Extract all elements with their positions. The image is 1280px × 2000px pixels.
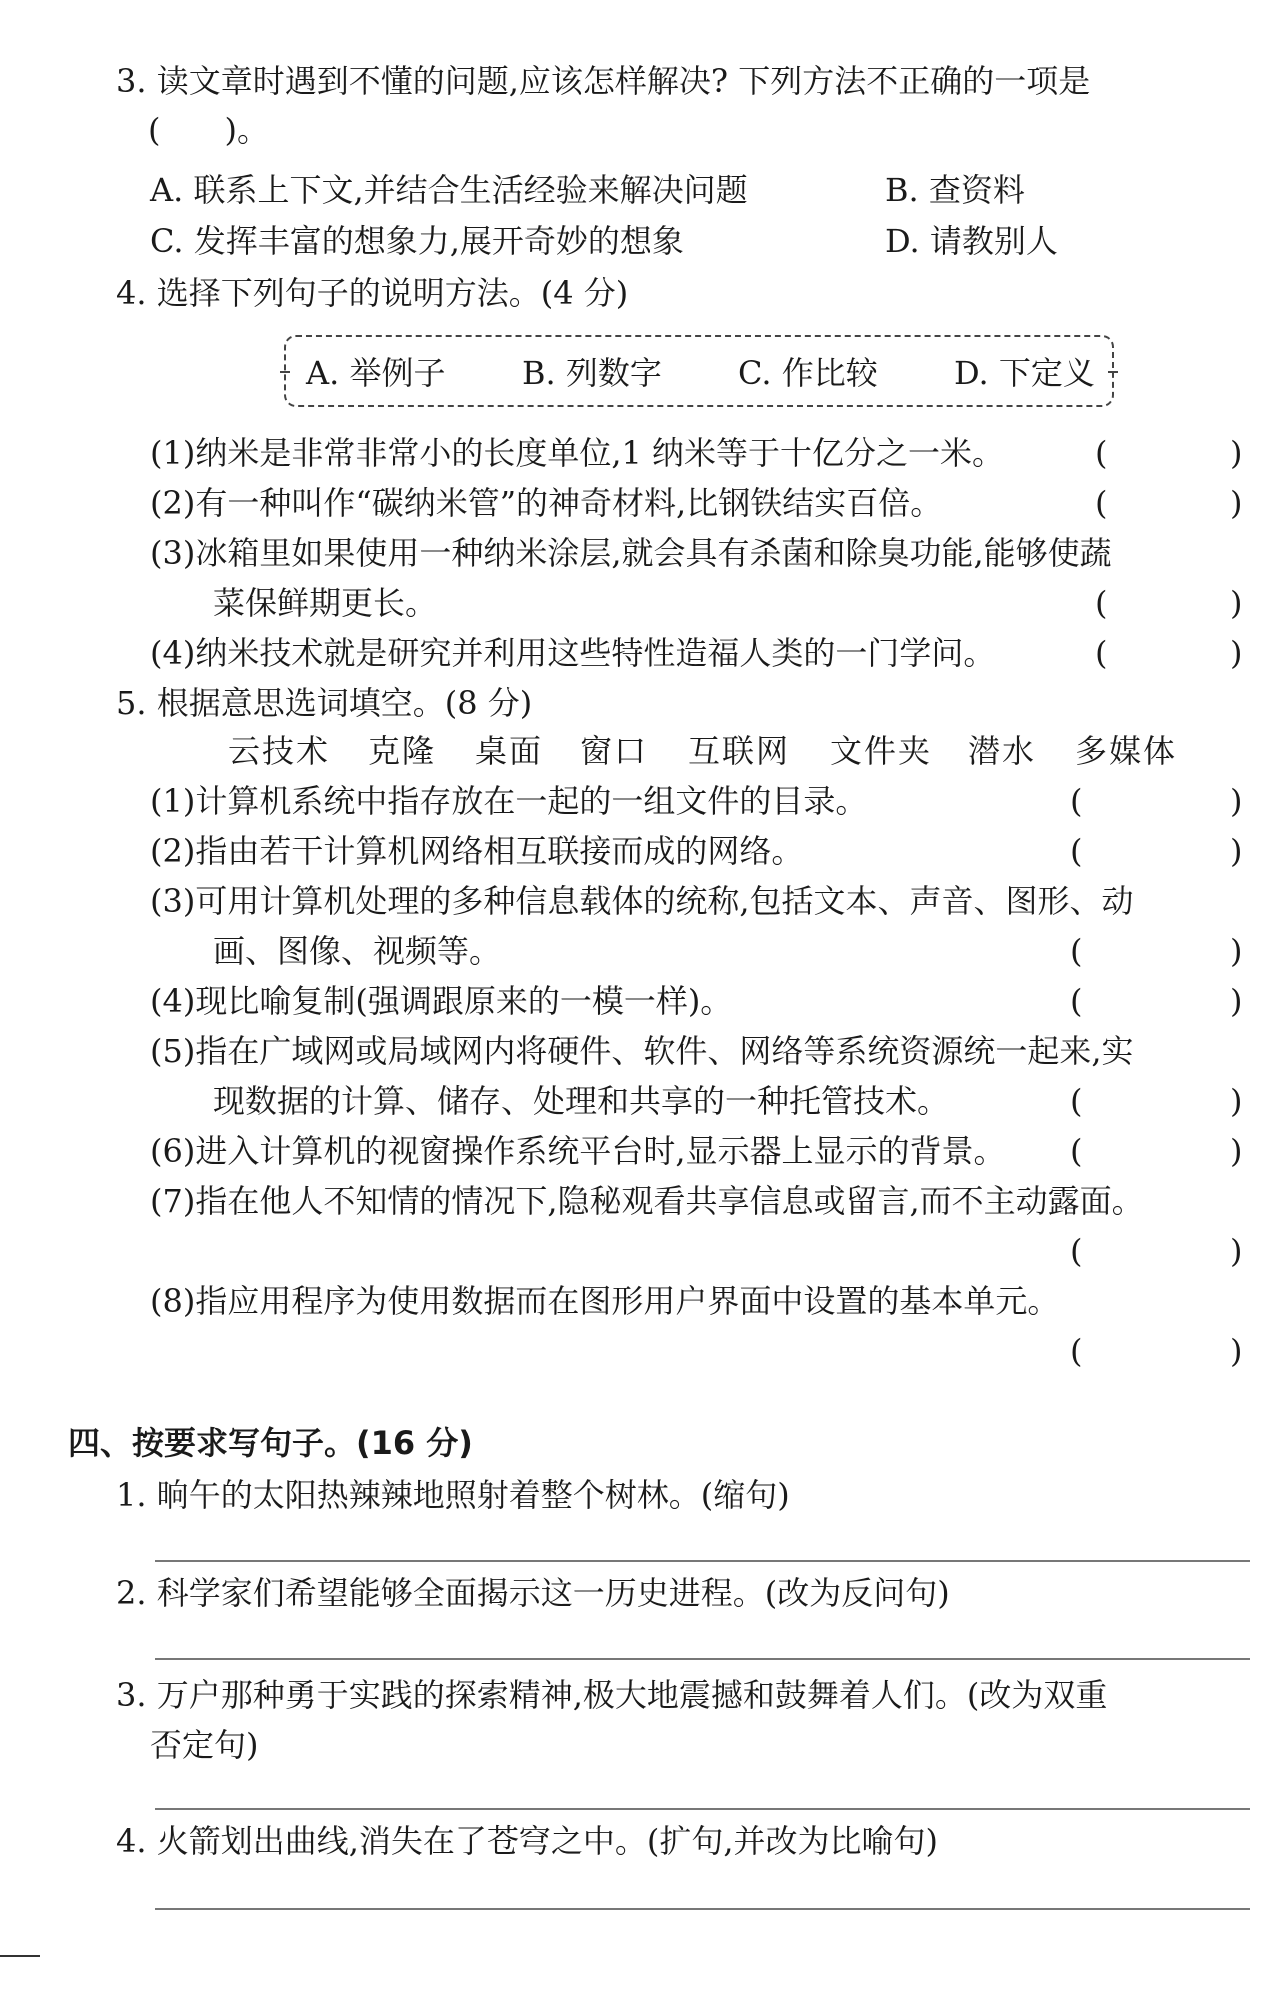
q3-stem-line1: 3. 读文章时遇到不懂的问题,应该怎样解决? 下列方法不正确的一项是 bbox=[116, 62, 1091, 100]
page-edge-mark bbox=[0, 1955, 40, 1957]
q5-item-7-answer[interactable]: ( ) bbox=[1070, 1232, 1243, 1270]
s4-item-3-answer-line[interactable] bbox=[155, 1808, 1250, 1810]
q5-item-2: (2)指由若干计算机网络相互联接而成的网络。 bbox=[150, 832, 804, 870]
q5-item-3: (3)可用计算机处理的多种信息载体的统称,包括文本、声音、图形、动 bbox=[150, 882, 1134, 920]
q4-options-box bbox=[284, 335, 1114, 407]
q5-word-8: 多媒体 bbox=[1075, 732, 1178, 770]
s4-item-2: 2. 科学家们希望能够全面揭示这一历史进程。(改为反问句) bbox=[116, 1574, 950, 1612]
q5-word-4: 窗口 bbox=[580, 732, 649, 770]
q5-item-2-answer[interactable]: ( ) bbox=[1070, 832, 1243, 870]
s4-item-4-answer-line[interactable] bbox=[155, 1908, 1250, 1910]
section4-title: 四、按要求写句子。(16 分) bbox=[68, 1424, 473, 1462]
q5-item-1-answer[interactable]: ( ) bbox=[1070, 782, 1243, 820]
q3-option-c[interactable]: C. 发挥丰富的想象力,展开奇妙的想象 bbox=[150, 222, 684, 260]
s4-item-3-cont: 否定句) bbox=[150, 1726, 259, 1764]
q5-word-5: 互联网 bbox=[688, 732, 791, 770]
q5-item-4-answer[interactable]: ( ) bbox=[1070, 982, 1243, 1020]
q4-option-a: A. 举例子 bbox=[306, 354, 446, 392]
s4-item-4: 4. 火箭划出曲线,消失在了苍穹之中。(扩句,并改为比喻句) bbox=[116, 1822, 939, 1860]
q3-option-d[interactable]: D. 请教别人 bbox=[885, 222, 1058, 260]
q5-item-5-answer[interactable]: ( ) bbox=[1070, 1082, 1243, 1120]
q5-item-5: (5)指在广域网或局域网内将硬件、软件、网络等系统资源统一起来,实 bbox=[150, 1032, 1134, 1070]
q4-item-3-cont: 菜保鲜期更长。 bbox=[213, 584, 438, 622]
q4-item-1: (1)纳米是非常非常小的长度单位,1 纳米等于十亿分之一米。 bbox=[150, 434, 1005, 472]
q4-stem: 4. 选择下列句子的说明方法。(4 分) bbox=[116, 274, 629, 312]
s4-item-1-answer-line[interactable] bbox=[155, 1560, 1250, 1562]
q5-item-3-answer[interactable]: ( ) bbox=[1070, 932, 1243, 970]
q5-stem: 5. 根据意思选词填空。(8 分) bbox=[116, 684, 533, 722]
q4-item-2: (2)有一种叫作“碳纳米管”的神奇材料,比钢铁结实百倍。 bbox=[150, 484, 943, 522]
q4-option-b: B. 列数字 bbox=[522, 354, 662, 392]
q5-item-6-answer[interactable]: ( ) bbox=[1070, 1132, 1243, 1170]
s4-item-2-answer-line[interactable] bbox=[155, 1658, 1250, 1660]
q5-item-8-answer[interactable]: ( ) bbox=[1070, 1332, 1243, 1370]
q5-item-6: (6)进入计算机的视窗操作系统平台时,显示器上显示的背景。 bbox=[150, 1132, 1006, 1170]
q5-item-4: (4)现比喻复制(强调跟原来的一模一样)。 bbox=[150, 982, 733, 1020]
q5-item-5-cont: 现数据的计算、储存、处理和共享的一种托管技术。 bbox=[213, 1082, 950, 1120]
s4-item-1: 1. 晌午的太阳热辣辣地照射着整个树林。(缩句) bbox=[116, 1476, 790, 1514]
q4-item-3-answer[interactable]: ( ) bbox=[1095, 584, 1243, 622]
q4-option-c: C. 作比较 bbox=[738, 354, 878, 392]
q3-option-a[interactable]: A. 联系上下文,并结合生活经验来解决问题 bbox=[150, 171, 748, 209]
q5-word-2: 克隆 bbox=[368, 732, 437, 770]
q5-word-3: 桌面 bbox=[475, 732, 544, 770]
q4-item-1-answer[interactable]: ( ) bbox=[1095, 434, 1243, 472]
q5-item-3-cont: 画、图像、视频等。 bbox=[213, 932, 502, 970]
q5-word-1: 云技术 bbox=[228, 732, 331, 770]
q5-word-7: 潜水 bbox=[968, 732, 1037, 770]
q5-word-6: 文件夹 bbox=[830, 732, 933, 770]
q3-answer-blank[interactable]: ( )。 bbox=[148, 111, 269, 149]
q4-item-3: (3)冰箱里如果使用一种纳米涂层,就会具有杀菌和除臭功能,能够使蔬 bbox=[150, 534, 1112, 572]
q4-item-4-answer[interactable]: ( ) bbox=[1095, 634, 1243, 672]
q5-item-1: (1)计算机系统中指存放在一起的一组文件的目录。 bbox=[150, 782, 868, 820]
q4-option-d: D. 下定义 bbox=[954, 354, 1095, 392]
q5-item-7: (7)指在他人不知情的情况下,隐秘观看共享信息或留言,而不主动露面。 bbox=[150, 1182, 1144, 1220]
q5-item-8: (8)指应用程序为使用数据而在图形用户界面中设置的基本单元。 bbox=[150, 1282, 1060, 1320]
q4-item-4: (4)纳米技术就是研究并利用这些特性造福人类的一门学问。 bbox=[150, 634, 996, 672]
q4-item-2-answer[interactable]: ( ) bbox=[1095, 484, 1243, 522]
q3-option-b[interactable]: B. 查资料 bbox=[885, 171, 1025, 209]
s4-item-3: 3. 万户那种勇于实践的探索精神,极大地震撼和鼓舞着人们。(改为双重 bbox=[116, 1676, 1108, 1714]
